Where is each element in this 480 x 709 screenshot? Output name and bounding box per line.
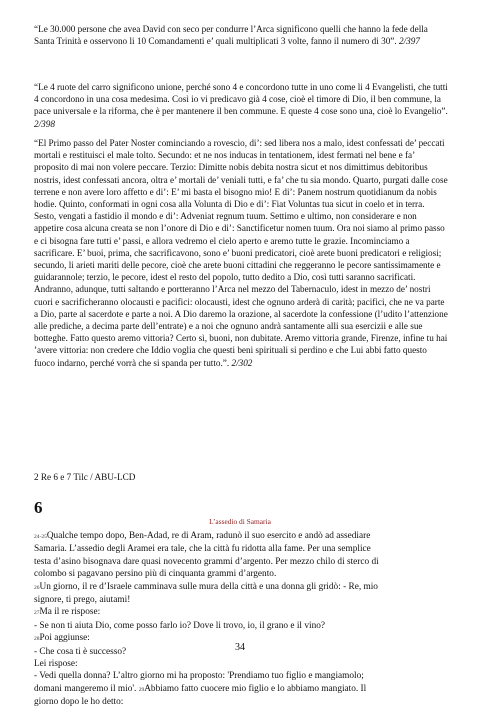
quote-3-line-2: confessati de’ peccati mortali e restituisci el male tolto. Secundo: et ne nos inducas in tentationem, [34, 138, 445, 161]
quote-1-line-3: numero di 30”. [341, 36, 399, 47]
bible-line [34, 556, 448, 568]
quote-3-line-14: Dio, così tutti saranno sacrificati. Andranno, adunque, tutti saltando e portteranno l’Arca nel mezzo [34, 272, 416, 295]
quote-3-line-11: sacrificare. E’ buoi, prima, che sacrificavono, sono e’ buoni predicatori, cioè arete buoni predicatori [34, 247, 400, 258]
bible-line-text: - Se non ti aiuta Dio, come posso farlo io? Dove li trovo, io, il grano e il vino? [34, 620, 325, 631]
bible-line-text: Poi aggiunse: [39, 633, 90, 644]
bible-line [34, 543, 448, 555]
quote-1-reference: 2/397 [398, 36, 420, 47]
bible-line-text: - Vedi quella donna? L’altro giorno mi ha proposto: 'Prendiamo tuo figlio e mangiamolo; [34, 671, 364, 682]
verse-number: 24-25 [34, 534, 47, 540]
quote-paragraph-1 [34, 23, 448, 47]
quote-3-line-12: e religiosi; secundo, li arieti mariti delle pecore, cioè che arete buoni cittadini che reggeranno le [34, 247, 442, 271]
bible-line-text: colombo si pagavano persino più di cinquanta grammi d’argento. [34, 569, 277, 580]
bible-line [34, 581, 448, 594]
quote-3-line-13: pecore santissimamente e guidarannole; terzio, le pecore, idest el resto del popolo, tutto dedito a [34, 260, 441, 283]
bible-line [34, 606, 448, 619]
bible-line-text: Abbiamo fatto cuocere mio figlio e lo abbiamo mangiato. Il [144, 683, 367, 694]
quote-1-line-1: “Le 30.000 persone che avea David con seco per condurre l’Arca significono quelli che hanno la [34, 24, 390, 34]
verse-number: 26 [34, 584, 40, 591]
bible-line-text: Ma il re rispose: [39, 607, 101, 618]
bible-line-text: testa d’asino bisognava dare quasi novecento grammi d’argento. Per mezzo chilo di sterco di [34, 556, 379, 567]
bible-line [34, 594, 448, 606]
bible-line-text: giorno dopo le ho detto: [34, 697, 124, 708]
quote-3-line-1: “El Primo passo del Pater Noster cominciando a rovescio, di’: sed libera nos a malo, idest [34, 138, 364, 148]
bible-line [34, 658, 448, 670]
quote-3-line-4: sicut et nos dimittimus debitoribus nostris, idest confessati ancora, oltra e’ mortali de’ veniali tutti, e [34, 162, 428, 185]
bible-line [34, 670, 448, 682]
chapter-number: 6 [34, 498, 43, 517]
quote-paragraph-2 [34, 81, 448, 130]
quote-3-line-6: bisogno mio! E di’: Panem nostrum quotidianum da nobis hodie. Quinto, conformati in ogni cosa [34, 186, 437, 210]
bible-line [34, 530, 448, 543]
bible-line-text: Qualche tempo dopo, Ben-Adad, re di Aram, radunò il suo esercito e andò ad assediare [46, 531, 371, 541]
quote-3-line-21: questo fuoco indarno, perché vorrà che si spanda per tutto.”. [34, 345, 427, 368]
verse-number: 29 [138, 686, 145, 693]
quote-1-line-2: fede della Santa Trinità e osservono li 10 Comandamenti e’ quali multiplicati 3 volte, fanno il [34, 24, 428, 47]
source-line: 2 Re 6 e 7 Tilc / ABU-LCD [34, 472, 136, 482]
bible-line [34, 620, 448, 632]
quote-2-line-4: commune. E queste 4 cose sono una, cioè lo Evangelio”. [239, 106, 448, 117]
quote-2-reference: 2/398 [34, 118, 55, 129]
bible-line-text: Samaria. L’assedio degli Aramei era tale, che la città fu ridotta alla fame. Per una semplice [34, 544, 371, 555]
bible-line-text: domani mangeremo il mio'. [34, 683, 139, 694]
quote-3-line-5: fa’ che tu sia mondo. Quarto, purgati dalle cose terrene e non avere loro affetto e di’: E’ mi basta el [34, 174, 448, 197]
page-number: 34 [235, 642, 245, 653]
quote-2-line-1: “Le 4 ruote del carro significono unione, perché sono 4 e concordono tutte in uno come li 4 [34, 82, 370, 92]
quote-3-line-15: del Tabernaculo, idest in mezzo de’ nostri cuori e sacrificheranno olocausti e pacifici: olocausti, [34, 284, 431, 307]
quote-3-line-19: questo aremo vittoria? Certo sì, buoni, non dubitate. Aremo vittoria grande, Firenze, infine tu hai [91, 333, 448, 344]
quote-3-line-7: alla Volunta di Dio e di’: Fiat Voluntas tua sicut in coelo et in terra. Sesto, vengati a fastidio il [34, 199, 425, 222]
quote-3-line-20: ’avere vittoria: non credere che Iddio voglia che questi beni spirituali si perdino e che Lui abbi fatto [34, 345, 401, 356]
quote-2-line-2: Evangelisti, che tutti 4 concordono in una cosa medesima. Così io vi predicavo già 4 cose, cioè el [34, 82, 448, 105]
quote-3-line-17: Dio daremo la orazione, al sacerdote la confessione (l’udito l’attenzione alle prediche, a decima [34, 308, 448, 332]
quote-3-line-8: mondo e di’: Adveniat regnum tuum. Settimo e ultimo, non considerare e non appetire cosa alcuna [34, 211, 417, 234]
quote-paragraph-3 [34, 137, 448, 369]
bible-line-text: Un giorno, il re d’Israele camminava sulle mura della città e una donna gli gridò: - Re, mio [39, 581, 378, 592]
quote-3-reference: 2/302 [231, 357, 253, 368]
bible-line [34, 683, 448, 696]
bible-line-text: - Che cosa ti è successo? [34, 646, 127, 657]
bible-line [34, 568, 448, 580]
quote-3-line-18: parte dell’entrate) e a noi che ognuno andrà santamente alli sua esercizii e alle sue botteghe. Fatto [34, 321, 423, 344]
verse-number: 28 [34, 636, 40, 643]
bible-line-text: Lei rispose: [34, 659, 78, 670]
bible-line-text: signore, ti prego, aiutami! [34, 595, 131, 606]
quote-3-line-9: creata se non l’onore di Dio e di’: Sanctificetur nomen tuum. Ora noi siamo al primo passo e ci [34, 223, 445, 246]
quote-3-line-10: bisogna fare tutti e’ passi, e allora vedremo el cielo aperto e aremo tutte le grazie. Incominciamo a [49, 235, 410, 246]
quote-3-line-3: idest fermati nel bene e fa’ proposito di mai non volere peccare. Terzio: Dimitte nobis debita nostra [34, 150, 415, 173]
quote-2-line-3: timore di Dio, il ben commune, la pace universale e la riforma, che è per mantenere il ben [34, 94, 441, 117]
quote-3-line-16: idest che ognuno arderà di carità; pacifici, che ne va parte a Dio, parte al sacerdote e parte a noi. A [34, 296, 445, 319]
bible-passage [34, 530, 448, 709]
verse-number: 27 [34, 610, 40, 617]
section-title: L’assedio di Samaria [209, 517, 271, 526]
bible-line [34, 696, 448, 708]
